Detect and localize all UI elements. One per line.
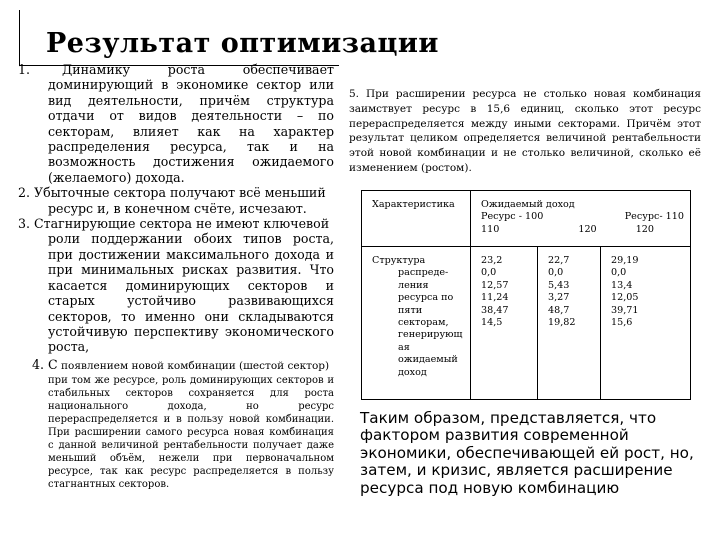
values-col-1 — [471, 247, 538, 399]
cell-value: 13,4 — [611, 279, 633, 291]
struct-line: Структура — [372, 255, 426, 267]
values-col-3 — [601, 247, 665, 399]
title-vertical-rule — [19, 10, 20, 66]
list-item-2-first-line: 2. Убыточные сектора получают всё меньший — [18, 185, 326, 201]
list-item-4-first-line — [18, 357, 334, 374]
struct-line: ления — [398, 279, 429, 291]
list-item-1-text: Динамику роста обеспечивает доминирующий в экономике сектор или вид деятельности, причём структура отдачи от видов деятельности – по секторам, влияет как на характер распределения ресурса, так и на возможность достижения ожидаемого (желаемого) дохода. — [48, 62, 334, 185]
header-sub-120b: 120 — [635, 223, 654, 235]
struct-line: ая — [398, 341, 410, 353]
cell-value: 22,7 — [548, 255, 570, 267]
table-row-structure — [362, 247, 691, 400]
header-resource-110: Ресурс- 110 — [624, 211, 684, 223]
list-item-2-rest: ресурс и, в конечном счёте, исчезают. — [48, 200, 307, 216]
struct-line: распреде- — [398, 267, 449, 279]
table-header-characteristic — [362, 191, 471, 247]
list-item-2 — [18, 185, 334, 216]
header-resource-100: Ресурс - 100 — [481, 211, 544, 223]
structure-values-cell — [471, 247, 691, 400]
list-item-4-lead-rest: появлением новой комбинации (шестой сектор) — [57, 359, 330, 372]
list-item-3-first-line: 3. Стагнирующие сектора не имеют ключевой — [18, 216, 330, 232]
header-income-label: Ожидаемый доход — [481, 199, 575, 210]
header-sub-110: 110 — [481, 223, 500, 235]
cell-value: 29,19 — [611, 255, 639, 267]
structure-label-cell — [362, 247, 471, 400]
cell-value: 15,6 — [611, 317, 633, 329]
list-item-4-rest: при том же ресурсе, роль доминирующих секторов и стабильных секторов сохраняется для роста национального дохода, но ресурс перераспределяется и в пользу новой комбинации. При расширении самого ресурса новая комбинация с данной величиной рентабельности получает даже меньший объём, нежели при первоначальном ресурсе, так как ресурс распределяется в пользу стагнантных секторов. — [48, 375, 334, 491]
cell-value: 12,05 — [611, 292, 639, 304]
table-header-row — [362, 191, 691, 247]
struct-line: пяти — [398, 304, 423, 316]
cell-value: 0,0 — [548, 267, 564, 279]
values-col-2 — [538, 247, 601, 399]
left-column — [18, 62, 334, 491]
values-columns — [471, 247, 690, 399]
list-item-4 — [18, 357, 334, 491]
cell-value: 39,71 — [611, 304, 639, 316]
header-characteristic-label: Характеристика — [372, 199, 455, 210]
point-5-paragraph: 5. При расширении ресурса не столько новая комбинация заимствует ресурс в 15,6 единиц, сколько этот ресурс перераспределяется между иными секторами. Причём этот результат целиком определяется величиной рентабельности этой новой комбинации и не столько величиной, сколько её изменением (ростом). — [349, 88, 701, 174]
cell-value: 0,0 — [481, 267, 497, 279]
list-item-1 — [18, 62, 334, 185]
cell-value: 0,0 — [611, 267, 627, 279]
cell-value: 48,7 — [548, 304, 570, 316]
cell-value: 23,2 — [481, 255, 503, 267]
list-item-4-lead: 4. С — [32, 356, 58, 372]
header-sub-row — [481, 224, 684, 236]
list-item-3 — [18, 216, 334, 355]
header-resource-row — [481, 211, 684, 223]
page-title: Результат оптимизации — [46, 28, 439, 59]
results-table — [361, 190, 691, 400]
cell-value: 3,27 — [548, 292, 570, 304]
list-item-1-number: 1. — [18, 62, 31, 77]
cell-value: 14,5 — [481, 317, 503, 329]
list-item-3-rest: роли поддержании обоих типов роста, при достижении максимального дохода и при минимальных рисках развития. Что касается доминирующих секторов и старых устойчиво развивающихся секторов, то именно они складываются устойчивую перспективу экономического роста, — [48, 231, 334, 355]
struct-line: доход — [398, 366, 427, 378]
struct-line: ожидаемый — [398, 354, 458, 366]
cell-value: 12,57 — [481, 279, 509, 291]
cell-value: 11,24 — [481, 292, 509, 304]
struct-line: секторам, — [398, 317, 449, 329]
conclusion-text: Таким образом, представляется, что фактором развития современной экономики, обеспечивающей ей рост, но, затем, и кризис, является расширение ресурса под новую комбинацию — [360, 409, 694, 497]
table-header-income — [471, 191, 691, 247]
cell-value: 38,47 — [481, 304, 509, 316]
cell-value: 5,43 — [548, 279, 570, 291]
header-sub-120a: 120 — [578, 223, 597, 235]
struct-line: ресурса по — [398, 292, 454, 304]
struct-line: генерирующ — [398, 329, 463, 341]
cell-value: 19,82 — [548, 317, 576, 329]
